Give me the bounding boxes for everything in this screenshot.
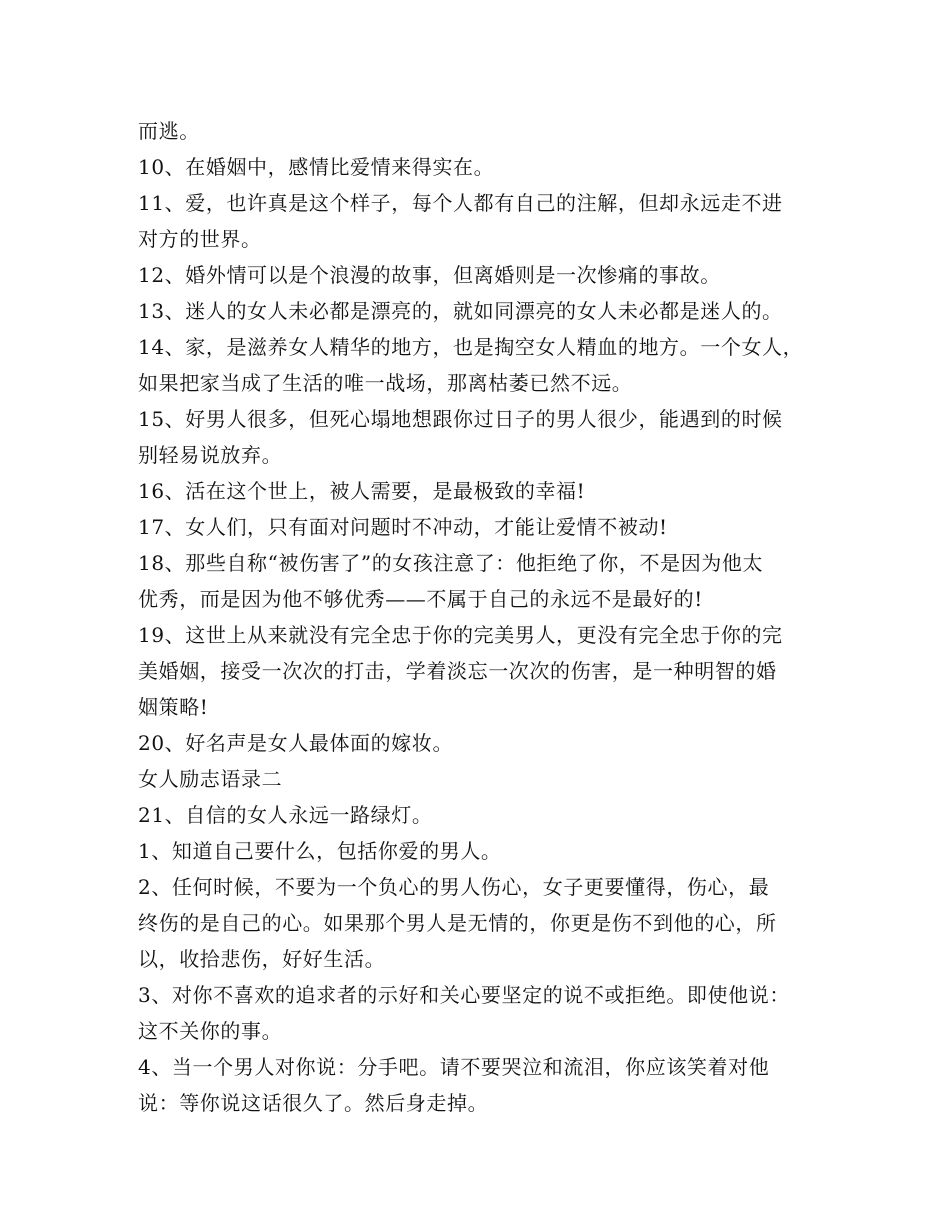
- text-line: 21、自信的女人永远一路绿灯。: [138, 803, 433, 827]
- text-line: 1、知道自己要什么，包括你爱的男人。: [138, 839, 502, 863]
- text-line: 10、在婚姻中，感情比爱情来得实在。: [138, 155, 495, 179]
- text-line: 18、那些自称“被伤害了”的女孩注意了：他拒绝了你，不是因为他太: [138, 551, 764, 575]
- text-line: 2、任何时候，不要为一个负心的男人伤心，女子更要懂得，伤心，最: [138, 875, 770, 899]
- document-body: [138, 113, 828, 1121]
- text-line: 11、爱，也许真是这个样子，每个人都有自己的注解，但却永远走不进: [138, 191, 783, 215]
- text-line: 别轻易说放弃。: [138, 443, 283, 467]
- text-line: 20、好名声是女人最体面的嫁妆。: [138, 731, 454, 755]
- text-line: 14、家，是滋养女人精华的地方，也是掏空女人精血的地方。一个女人，: [138, 335, 804, 359]
- text-line: 姻策略!: [138, 695, 209, 719]
- text-line: 19、这世上从来就没有完全忠于你的完美男人，更没有完全忠于你的完: [138, 623, 783, 647]
- text-line: 13、迷人的女人未必都是漂亮的，就如同漂亮的女人未必都是迷人的。: [138, 299, 783, 323]
- text-line: 12、婚外情可以是个浪漫的故事，但离婚则是一次惨痛的事故。: [138, 263, 721, 287]
- text-line: 3、对你不喜欢的追求者的示好和关心要坚定的说不或拒绝。即使他说：: [138, 983, 790, 1007]
- text-line: 16、活在这个世上，被人需要，是最极致的幸福!: [138, 479, 586, 503]
- text-line: 4、当一个男人对你说：分手吧。请不要哭泣和流泪，你应该笑着对他: [138, 1055, 770, 1079]
- text-line: 15、好男人很多，但死心塌地想跟你过日子的男人很少，能遇到的时候: [138, 407, 783, 431]
- text-line: 17、女人们，只有面对问题时不冲动，才能让爱情不被动!: [138, 515, 668, 539]
- text-line: 优秀，而是因为他不够优秀——不属于自己的永远不是最好的!: [138, 587, 703, 611]
- text-line: 美婚姻，接受一次次的打击，学着淡忘一次次的伤害，是一种明智的婚: [138, 659, 777, 683]
- text-line: 这不关你的事。: [138, 1019, 283, 1043]
- text-line: 终伤的是自己的心。如果那个男人是无情的，你更是伤不到他的心，所: [138, 911, 777, 935]
- text-line: 以，收拾悲伤，好好生活。: [138, 947, 386, 971]
- text-line: 如果把家当成了生活的唯一战场，那离枯萎已然不远。: [138, 371, 633, 395]
- text-line: 对方的世界。: [138, 227, 262, 251]
- section-heading: 女人励志语录二: [138, 767, 283, 791]
- text-line: 而逃。: [138, 119, 200, 143]
- text-line: 说：等你说这话很久了。然后身走掉。: [138, 1091, 489, 1115]
